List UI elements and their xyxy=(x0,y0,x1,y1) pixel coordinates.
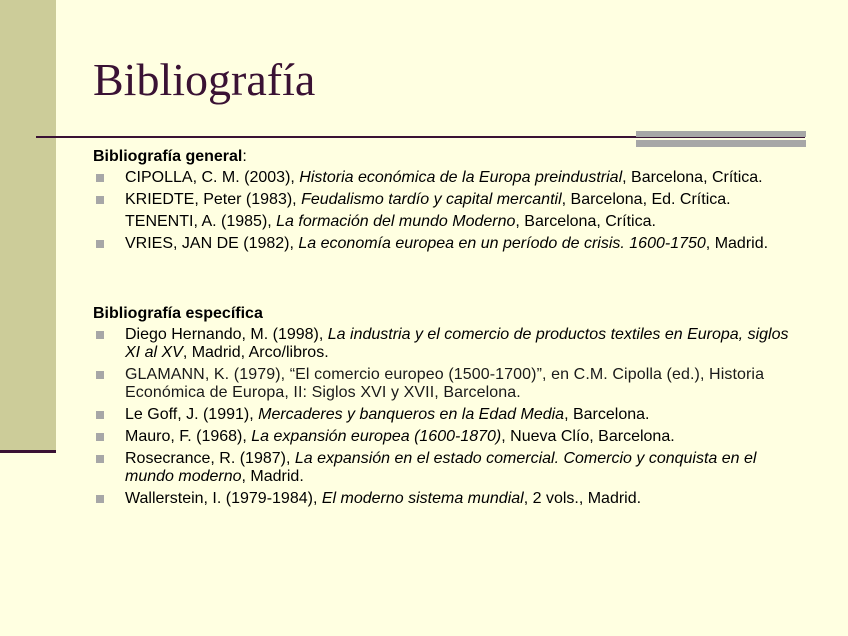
entry-italic-title: El moderno sistema mundial xyxy=(321,490,524,507)
specific-entry xyxy=(93,406,793,424)
entry-text-suffix: , Barcelona, Crítica. xyxy=(515,213,656,230)
entry-italic-title: La economía europea en un período de crisis. 1600-1750 xyxy=(298,235,706,252)
entry-text: Wallerstein, I. (1979-1984), xyxy=(125,490,322,507)
side-decoration-bar xyxy=(0,0,56,453)
specific-entry xyxy=(93,490,793,508)
square-bullet-icon xyxy=(96,495,104,503)
section-gap xyxy=(93,257,793,305)
general-entry xyxy=(93,191,793,209)
entry-text-suffix: , Barcelona, Crítica. xyxy=(622,169,763,186)
entry-italic-title: Historia económica de la Europa preindustrial xyxy=(299,169,623,186)
square-bullet-icon xyxy=(96,331,104,339)
specific-heading-text: Bibliografía específica xyxy=(93,305,263,322)
entry-text: Rosecrance, R. (1987), xyxy=(125,450,295,467)
entry-text: Le Goff, J. (1991), xyxy=(125,406,259,423)
square-bullet-icon xyxy=(96,411,104,419)
divider-accent-top xyxy=(636,131,806,137)
bibliography-content xyxy=(93,148,793,512)
entry-text: CIPOLLA, C. M. (2003), xyxy=(125,169,300,186)
entry-italic-title: La formación del mundo Moderno xyxy=(276,213,516,230)
entry-text: Mauro, F. (1968), xyxy=(125,428,252,445)
entry-text-suffix: , 2 vols., Madrid. xyxy=(523,490,642,507)
specific-list xyxy=(93,326,793,508)
page-title: Bibliografía xyxy=(93,54,316,105)
general-heading-text: Bibliografía general xyxy=(93,148,243,165)
specific-heading xyxy=(93,305,793,323)
square-bullet-icon xyxy=(96,371,104,379)
general-entry xyxy=(93,213,793,231)
entry-text-suffix: , Barcelona, Ed. Crítica. xyxy=(561,191,731,208)
entry-text-suffix: , Madrid. xyxy=(705,235,769,252)
specific-entry xyxy=(93,366,793,402)
entry-text: VRIES, JAN DE (1982), xyxy=(125,235,299,252)
general-heading-suffix: : xyxy=(242,148,247,165)
side-decoration-line xyxy=(0,450,56,453)
general-list xyxy=(93,169,793,253)
entry-text: TENENTI, A. (1985), xyxy=(125,213,277,230)
entry-italic-title: La expansión en el estado comercial. Comercio y conquista en el mundo moderno xyxy=(125,450,757,485)
entry-italic-title: Feudalismo tardío y capital mercantil xyxy=(301,191,562,208)
square-bullet-icon xyxy=(96,433,104,441)
square-bullet-icon xyxy=(96,174,104,182)
entry-text-suffix: , Nueva Clío, Barcelona. xyxy=(501,428,675,445)
specific-entry xyxy=(93,428,793,446)
square-bullet-icon xyxy=(96,455,104,463)
entry-text: Diego Hernando, M. (1998), xyxy=(125,326,328,343)
specific-entry xyxy=(93,450,793,486)
entry-text-suffix: , Madrid, Arco/libros. xyxy=(182,344,329,361)
entry-text: KRIEDTE, Peter (1983), xyxy=(125,191,302,208)
entry-italic-title: La industria y el comercio de productos textiles en Europa, siglos XI al XV xyxy=(125,326,789,361)
entry-italic-title: La expansión europea (1600-1870) xyxy=(251,428,502,445)
entry-text-suffix: , Barcelona. xyxy=(564,406,650,423)
entry-text: GLAMANN, K. (1979), “El comercio europeo (1500-1700)”, en C.M. Cipolla (ed.), Historia Económica de Europa, II: Siglos XVI y XVII, Barcelona. xyxy=(125,366,765,401)
square-bullet-icon xyxy=(96,196,104,204)
general-heading xyxy=(93,148,793,166)
entry-italic-title: Mercaderes y banqueros en la Edad Media xyxy=(258,406,565,423)
general-entry xyxy=(93,235,793,253)
general-entry xyxy=(93,169,793,187)
entry-text-suffix: , Madrid. xyxy=(241,468,304,485)
specific-entry xyxy=(93,326,793,362)
square-bullet-icon xyxy=(96,240,104,248)
divider-accent-bottom xyxy=(636,140,806,147)
